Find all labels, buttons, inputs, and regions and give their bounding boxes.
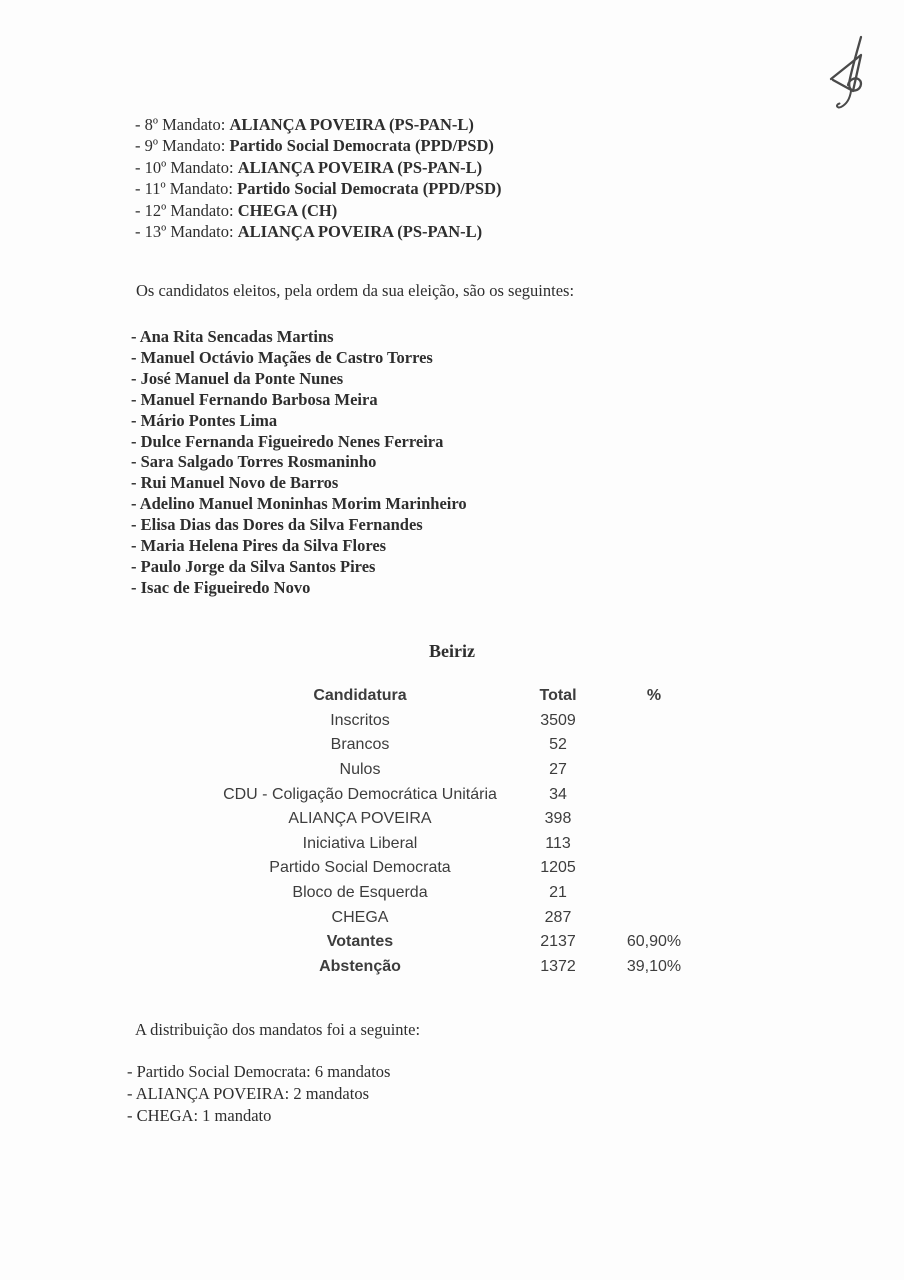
mandate-line <box>135 157 502 178</box>
row-total: 27 <box>549 761 567 779</box>
distribution-intro-paragraph: A distribuição dos mandatos foi a seguinte: <box>135 1020 421 1039</box>
row-label: Votantes <box>326 933 394 951</box>
candidate-name: - José Manuel da Ponte Nunes <box>131 368 344 388</box>
candidate-name: - Mário Pontes Lima <box>131 410 278 430</box>
candidate-name: - Sara Salgado Torres Rosmaninho <box>131 452 377 472</box>
mandate-line <box>135 135 502 156</box>
table-row <box>210 881 702 906</box>
row-label: CHEGA <box>331 908 389 926</box>
row-total: 287 <box>544 908 572 926</box>
results-table-body <box>210 709 702 980</box>
mandate-line <box>135 221 502 242</box>
row-percent: 60,90% <box>626 933 682 951</box>
distribution-line: - CHEGA: 1 mandato <box>127 1105 272 1125</box>
table-row <box>210 930 702 955</box>
signature-scribble-icon <box>824 34 886 118</box>
row-label: Inscritos <box>330 711 390 729</box>
mandate-party: ALIANÇA POVEIRA (PS-PAN-L) <box>237 222 483 242</box>
mandate-distribution-list <box>127 1061 390 1126</box>
table-row <box>210 856 702 881</box>
mandate-line <box>135 114 502 135</box>
table-row <box>210 709 702 734</box>
mandate-list <box>135 114 502 242</box>
header-percent: % <box>646 687 662 705</box>
mandate-prefix: - 9º Mandato: <box>135 136 230 156</box>
row-label: Brancos <box>330 736 390 754</box>
table-row <box>210 807 702 832</box>
mandate-party: Partido Social Democrata (PPD/PSD) <box>237 179 502 199</box>
row-total: 113 <box>545 834 571 852</box>
row-label: Iniciativa Liberal <box>302 834 418 852</box>
row-label: CDU - Coligação Democrática Unitária <box>223 785 497 803</box>
candidate-name: - Manuel Fernando Barbosa Meira <box>131 389 378 409</box>
results-table-header <box>210 684 702 709</box>
candidate-name: - Maria Helena Pires da Silva Flores <box>131 536 387 556</box>
results-table <box>210 684 702 979</box>
table-row <box>210 758 702 783</box>
row-label: ALIANÇA POVEIRA <box>288 810 432 828</box>
mandate-party: CHEGA (CH) <box>237 200 338 220</box>
distribution-line: - ALIANÇA POVEIRA: 2 mandatos <box>127 1083 369 1103</box>
mandate-party: ALIANÇA POVEIRA (PS-PAN-L) <box>229 115 474 134</box>
header-candidatura: Candidatura <box>313 687 407 705</box>
mandate-prefix: - 11º Mandato: <box>135 179 238 199</box>
elected-candidates-list <box>131 327 467 599</box>
table-row <box>210 832 702 857</box>
section-title-beiriz: Beiriz <box>429 641 475 661</box>
row-total: 3509 <box>540 711 576 729</box>
row-total: 21 <box>549 884 567 902</box>
row-total: 398 <box>544 810 572 828</box>
table-row <box>210 782 702 807</box>
mandate-party: ALIANÇA POVEIRA (PS-PAN-L) <box>237 157 483 177</box>
mandate-party: Partido Social Democrata (PPD/PSD) <box>229 136 494 156</box>
row-total: 1372 <box>540 957 576 975</box>
mandate-prefix: - 13º Mandato: <box>135 222 238 242</box>
candidate-name: - Adelino Manuel Moninhas Morim Marinheiro <box>131 494 467 514</box>
row-total: 1205 <box>540 859 576 877</box>
row-percent: 39,10% <box>626 957 682 975</box>
row-total: 34 <box>549 785 567 803</box>
candidate-name: - Isac de Figueiredo Novo <box>131 577 311 597</box>
candidate-name: - Ana Rita Sencadas Martins <box>131 327 334 346</box>
mandate-line <box>135 200 502 221</box>
candidate-name: - Manuel Octávio Maçães de Castro Torres <box>131 347 433 367</box>
mandate-prefix: - 12º Mandato: <box>135 200 238 220</box>
row-label: Nulos <box>339 761 381 779</box>
candidate-name: - Rui Manuel Novo de Barros <box>131 473 339 493</box>
candidate-name: - Dulce Fernanda Figueiredo Nenes Ferreira <box>131 431 444 451</box>
row-label: Abstenção <box>319 957 401 975</box>
table-row <box>210 733 702 758</box>
row-label: Bloco de Esquerda <box>292 884 428 902</box>
candidate-name: - Elisa Dias das Dores da Silva Fernandes <box>131 515 423 535</box>
candidate-name: - Paulo Jorge da Silva Santos Pires <box>131 556 376 576</box>
row-total: 2137 <box>540 933 576 951</box>
candidates-intro-paragraph: Os candidatos eleitos, pela ordem da sua eleição, são os seguintes: <box>136 281 575 300</box>
mandate-prefix: - 10º Mandato: <box>135 157 238 177</box>
row-label: Partido Social Democrata <box>269 859 451 877</box>
header-total: Total <box>539 687 577 705</box>
table-row <box>210 955 702 980</box>
distribution-line: - Partido Social Democrata: 6 mandatos <box>127 1062 391 1081</box>
mandate-line <box>135 178 502 199</box>
table-row <box>210 905 702 930</box>
row-total: 52 <box>549 736 567 754</box>
mandate-prefix: - 8º Mandato: <box>135 115 230 134</box>
